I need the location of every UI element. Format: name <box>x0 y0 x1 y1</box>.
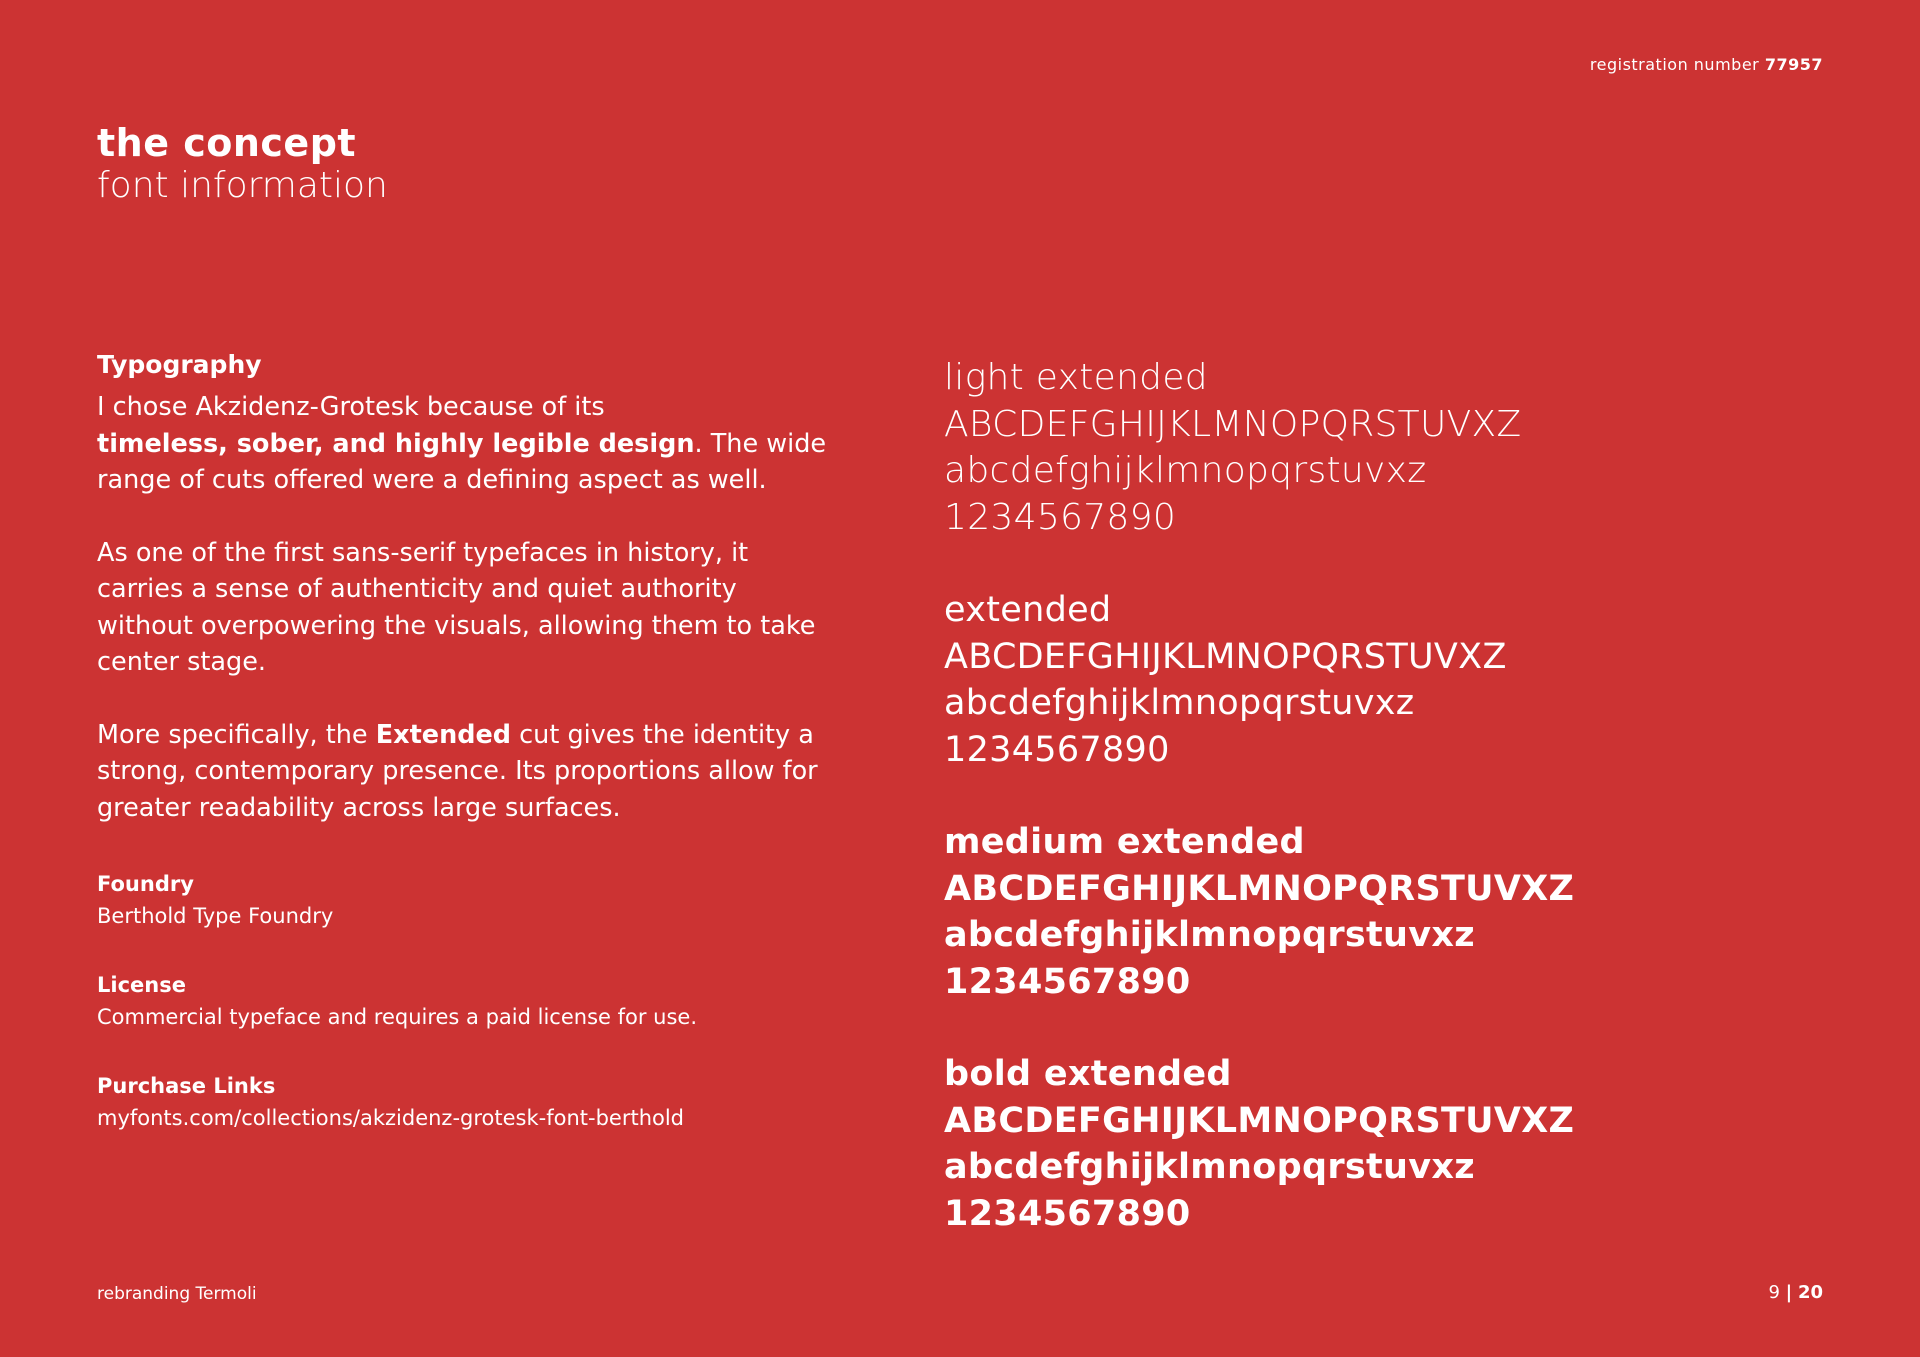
p1-text-bold: timeless, sober, and highly legible design <box>97 428 695 459</box>
registration-number <box>1590 55 1823 74</box>
purchase-label: Purchase Links <box>97 1074 276 1098</box>
current-page: 9 <box>1768 1282 1780 1303</box>
specimen-uppercase: ABCDEFGHIJKLMNOPQRSTUVXZ <box>944 1100 1575 1141</box>
font-specimens <box>944 355 1844 1283</box>
specimen-light-extended <box>944 355 1844 541</box>
specimen-digits: 1234567890 <box>944 1193 1191 1234</box>
page-subtitle: font information <box>97 165 388 206</box>
specimen-extended <box>944 587 1844 773</box>
page-number <box>1768 1282 1823 1303</box>
typography-paragraph-1 <box>97 389 837 499</box>
specimen-name: bold extended <box>944 1054 1232 1094</box>
specimen-medium-extended <box>944 819 1844 1005</box>
p1-text-a: I chose Akzidenz-Grotesk because of its <box>97 392 605 422</box>
specimen-uppercase: ABCDEFGHIJKLMNOPQRSTUVXZ <box>944 636 1507 677</box>
license-value: Commercial typeface and requires a paid license for use. <box>97 1005 698 1029</box>
page-separator: | <box>1785 1282 1793 1303</box>
specimen-digits: 1234567890 <box>944 729 1170 770</box>
p3-text-b: cut gives the identity a strong, contemporary presence. Its proportions allow for greater readability across large surfaces. <box>97 719 818 823</box>
foundry-value: Berthold Type Foundry <box>97 904 334 928</box>
page-title: the concept <box>97 121 357 165</box>
footer-project: rebranding Termoli <box>97 1284 257 1304</box>
purchase-link[interactable]: myfonts.com/collections/akzidenz-grotesk-font-berthold <box>97 1106 685 1130</box>
specimen-name: light extended <box>944 357 1208 398</box>
specimen-uppercase: ABCDEFGHIJKLMNOPQRSTUVXZ <box>944 403 1522 445</box>
specimen-name: medium extended <box>944 822 1305 862</box>
specimen-name: extended <box>944 590 1112 630</box>
p1-text-c: The wide range of cuts offered were a defining aspect as well. <box>97 428 827 495</box>
registration-label: registration number <box>1589 55 1760 74</box>
typography-heading: Typography <box>97 350 262 379</box>
registration-value: 77957 <box>1764 55 1823 74</box>
specimen-bold-extended <box>944 1051 1844 1237</box>
p3-text-a: More specifically, the <box>97 719 368 750</box>
specimen-digits: 1234567890 <box>944 496 1177 538</box>
typography-paragraph-2: As one of the first sans-serif typefaces in history, it carries a sense of authenticity and quiet authority without overpowering the visuals, allowing them to take center stage. <box>97 537 816 677</box>
specimen-uppercase: ABCDEFGHIJKLMNOPQRSTUVXZ <box>944 868 1575 909</box>
specimen-digits: 1234567890 <box>944 961 1191 1002</box>
total-pages: 20 <box>1797 1282 1823 1303</box>
specimen-lowercase: abcdefghijklmnopqrstuvxz <box>944 450 1427 491</box>
license-label: License <box>97 973 186 997</box>
specimen-lowercase: abcdefghijklmnopqrstuvxz <box>944 683 1415 723</box>
p1-text-b: . <box>694 428 703 459</box>
typography-section <box>97 350 837 1130</box>
foundry-label: Foundry <box>97 872 194 896</box>
typography-paragraph-3 <box>97 717 837 827</box>
p3-text-bold: Extended <box>375 719 512 750</box>
specimen-lowercase: abcdefghijklmnopqrstuvxz <box>944 1147 1475 1187</box>
specimen-lowercase: abcdefghijklmnopqrstuvxz <box>944 915 1475 955</box>
